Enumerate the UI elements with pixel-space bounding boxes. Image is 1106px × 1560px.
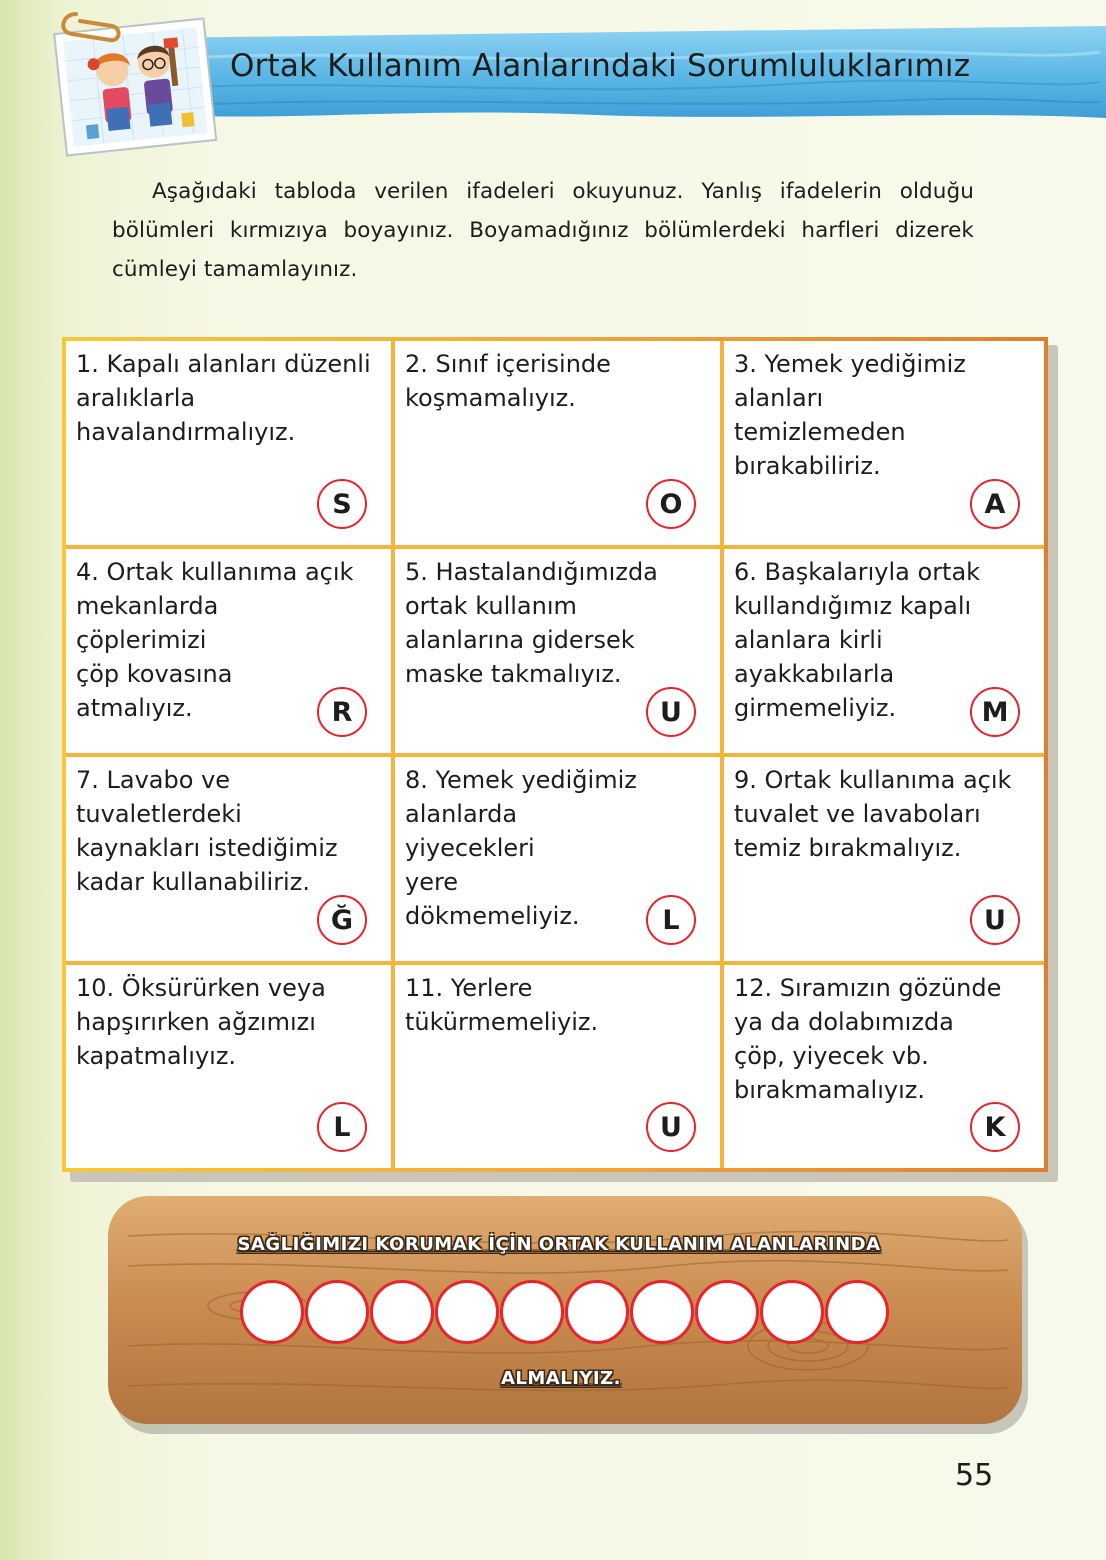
answer-slot-6[interactable] — [565, 1280, 629, 1344]
letter-circle: R — [317, 687, 367, 737]
statement-table — [62, 337, 1056, 1180]
page-title: Ortak Kullanım Alanlarındaki Sorumluluklarımız — [230, 48, 971, 84]
answer-slot-5[interactable] — [500, 1280, 564, 1344]
statement-text: 9. Ortak kullanıma açık tuvalet ve lavaboları temiz bırakmalıyız. — [734, 766, 1012, 862]
statement-text: 3. Yemek yediğimiz alanları temizlemeden bırakabiliriz. — [734, 350, 966, 480]
letter-circle: L — [646, 895, 696, 945]
statement-cell-8[interactable] — [395, 757, 724, 965]
instructions-text: Aşağıdaki tabloda verilen ifadeleri okuyunuz. Yanlış ifadelerin olduğu bölümleri kırmızıya boyayınız. Boyamadığınız bölümlerdeki harfleri dizerek cümleyi tamamlayınız. — [112, 179, 974, 282]
kids-painting-illustration — [46, 10, 224, 160]
statement-grid — [62, 337, 1048, 1172]
answer-slot-3[interactable] — [370, 1280, 434, 1344]
statement-text: 5. Hastalandığımızda ortak kullanım alanlarına gidersek maske takmalıyız. — [405, 558, 658, 688]
letter-circle: U — [646, 1102, 696, 1152]
sentence-end: ALMALIYIZ. — [500, 1368, 622, 1389]
letter-circle: U — [970, 895, 1020, 945]
answer-slot-2[interactable] — [305, 1280, 369, 1344]
answer-slot-1[interactable] — [240, 1280, 304, 1344]
statement-cell-3[interactable] — [724, 341, 1044, 549]
statement-text: 11. Yerlere tükürmemeliyiz. — [405, 974, 599, 1036]
statement-text: 12. Sıramızın gözünde ya da dolabımızda çöp, yiyecek vb. bırakmamalıyız. — [734, 974, 1002, 1104]
statement-cell-1[interactable] — [66, 341, 395, 549]
statement-cell-7[interactable] — [66, 757, 395, 965]
answer-slot-9[interactable] — [760, 1280, 824, 1344]
letter-circle: K — [970, 1102, 1020, 1152]
statement-text: 4. Ortak kullanıma açık mekanlarda çöplerimizi çöp kovasına atmalıyız. — [76, 558, 354, 722]
statement-cell-12[interactable] — [724, 965, 1044, 1168]
page-number: 55 — [955, 1458, 994, 1493]
statement-cell-9[interactable] — [724, 757, 1044, 965]
letter-circle: A — [970, 479, 1020, 529]
answer-slot-8[interactable] — [695, 1280, 759, 1344]
statement-text: 7. Lavabo ve tuvaletlerdeki kaynakları istediğimiz kadar kullanabiliriz. — [76, 766, 338, 896]
statement-text: 6. Başkalarıyla ortak kullandığımız kapalı alanlara kirli ayakkabılarla girmemeliyiz. — [734, 558, 981, 722]
letter-circle: U — [646, 687, 696, 737]
statement-text: 2. Sınıf içerisinde koşmamalıyız. — [405, 350, 611, 412]
letter-circle: S — [317, 479, 367, 529]
letter-circle: O — [646, 479, 696, 529]
statement-text: 10. Öksürürken veya hapşırırken ağzımızı kapatmalıyız. — [76, 974, 326, 1070]
answer-slot-10[interactable] — [825, 1280, 889, 1344]
statement-cell-2[interactable] — [395, 341, 724, 549]
statement-cell-11[interactable] — [395, 965, 724, 1168]
answer-slots — [240, 1280, 890, 1344]
statement-text: 8. Yemek yediğimiz alanlarda yiyecekleri yere dökmemeliyiz. — [405, 766, 637, 930]
sentence-start: SAĞLIĞIMIZI KORUMAK İÇİN ORTAK KULLANIM ALANLARINDA — [237, 1234, 881, 1255]
answer-board — [108, 1196, 1030, 1436]
statement-cell-10[interactable] — [66, 965, 395, 1168]
answer-slot-7[interactable] — [630, 1280, 694, 1344]
statement-cell-6[interactable] — [724, 549, 1044, 757]
statement-text: 1. Kapalı alanları düzenli aralıklarla havalandırmalıyız. — [76, 350, 371, 446]
answer-slot-4[interactable] — [435, 1280, 499, 1344]
letter-circle: L — [317, 1102, 367, 1152]
statement-cell-4[interactable] — [66, 549, 395, 757]
statement-cell-5[interactable] — [395, 549, 724, 757]
letter-circle: M — [970, 687, 1020, 737]
letter-circle: Ğ — [317, 895, 367, 945]
